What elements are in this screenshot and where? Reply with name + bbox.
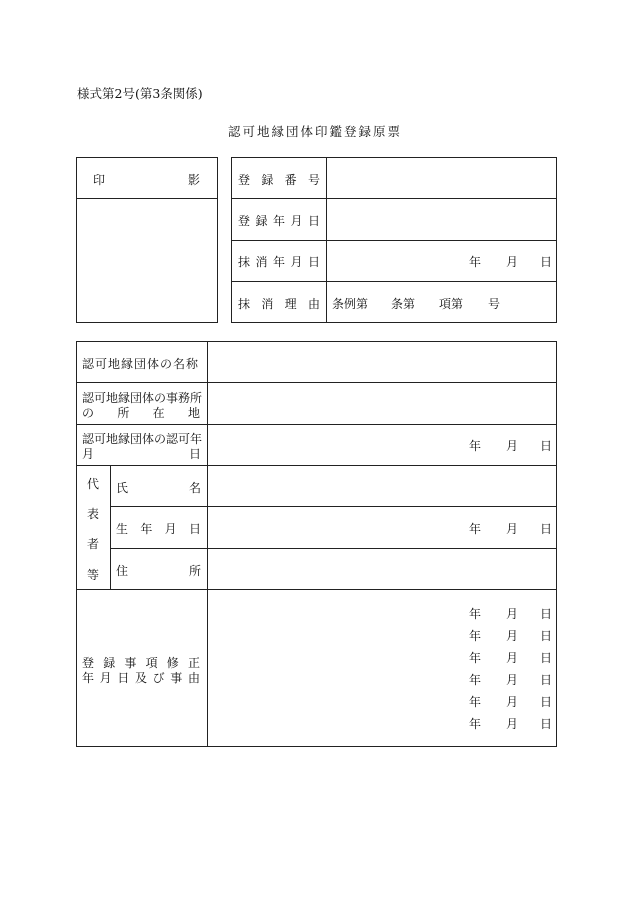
amend-month-unit: 月 bbox=[506, 695, 519, 709]
reason-paragraph: 項第 bbox=[439, 297, 464, 311]
registration-date-field[interactable] bbox=[327, 199, 556, 239]
rep-address-label: 住 所 bbox=[116, 564, 201, 578]
amend-month-unit: 月 bbox=[506, 651, 519, 665]
approval-date-field[interactable] bbox=[208, 425, 556, 465]
amend-label-line1: 登 録 事 項 修 正 bbox=[82, 656, 200, 670]
approval-month-unit: 月 bbox=[506, 439, 519, 453]
amend-day-unit: 日 bbox=[540, 629, 553, 643]
amend-dates-area[interactable] bbox=[208, 590, 556, 746]
cancel-day-unit: 日 bbox=[540, 255, 553, 269]
registration-date-label: 登 録 年 月 日 bbox=[238, 214, 320, 228]
rep-name-label: 氏 名 bbox=[116, 481, 201, 495]
amend-year-unit: 年 bbox=[469, 607, 482, 621]
cancellation-reason-label: 抹 消 理 由 bbox=[238, 297, 320, 311]
amend-month-unit: 月 bbox=[506, 673, 519, 687]
rep-address-field[interactable] bbox=[208, 549, 556, 588]
amend-year-unit: 年 bbox=[469, 673, 482, 687]
seal-label-right: 影 bbox=[188, 173, 201, 187]
rep-birth-field[interactable] bbox=[208, 507, 556, 547]
approval-label-line2-month: 月 bbox=[82, 447, 95, 461]
amend-day-unit: 日 bbox=[540, 651, 553, 665]
rep-vertical-1: 代 bbox=[87, 477, 100, 491]
cancel-month-unit: 月 bbox=[506, 255, 519, 269]
rep-vertical-2: 表 bbox=[87, 507, 100, 521]
birth-month-unit: 月 bbox=[506, 522, 519, 536]
registration-number-field[interactable] bbox=[327, 158, 556, 198]
approval-year-unit: 年 bbox=[469, 439, 482, 453]
amend-year-unit: 年 bbox=[469, 651, 482, 665]
amend-year-unit: 年 bbox=[469, 695, 482, 709]
office-label-line2: の 所 在 地 bbox=[82, 406, 200, 420]
form-number: 様式第2号(第3条関係) bbox=[77, 86, 203, 101]
approval-day-unit: 日 bbox=[540, 439, 553, 453]
group-name-field[interactable] bbox=[208, 342, 556, 382]
amend-label-line2: 年 月 日 及 び 事 由 bbox=[82, 671, 200, 685]
seal-label-left: 印 bbox=[93, 173, 106, 187]
group-name-label: 認可地縁団体の名称 bbox=[82, 357, 200, 371]
amend-day-unit: 日 bbox=[540, 673, 553, 687]
reason-item: 号 bbox=[488, 297, 501, 311]
amend-year-unit: 年 bbox=[469, 717, 482, 731]
reason-ordinance-article: 条例第 bbox=[332, 297, 369, 311]
cancellation-date-field[interactable] bbox=[327, 241, 556, 280]
rep-vertical-3: 者 bbox=[87, 537, 100, 551]
approval-label-line2-day: 日 bbox=[189, 447, 202, 461]
rep-name-field[interactable] bbox=[208, 466, 556, 506]
approval-label-line1: 認可地縁団体の認可年 bbox=[82, 432, 203, 446]
rep-vertical-4: 等 bbox=[87, 568, 100, 582]
amend-day-unit: 日 bbox=[540, 607, 553, 621]
birth-year-unit: 年 bbox=[469, 522, 482, 536]
reason-article: 条第 bbox=[391, 297, 416, 311]
amend-day-unit: 日 bbox=[540, 695, 553, 709]
amend-day-unit: 日 bbox=[540, 717, 553, 731]
cancel-year-unit: 年 bbox=[469, 255, 482, 269]
cancellation-date-label: 抹 消 年 月 日 bbox=[238, 255, 320, 269]
office-label-line1: 認可地縁団体の事務所 bbox=[82, 391, 203, 405]
amend-month-unit: 月 bbox=[506, 717, 519, 731]
seal-impression-area[interactable] bbox=[77, 199, 217, 322]
office-address-field[interactable] bbox=[208, 383, 556, 423]
registration-number-label: 登 録 番 号 bbox=[238, 173, 320, 187]
amend-month-unit: 月 bbox=[506, 607, 519, 621]
rep-birth-label: 生 年 月 日 bbox=[116, 522, 201, 536]
birth-day-unit: 日 bbox=[540, 522, 553, 536]
document-title: 認可地縁団体印鑑登録原票 bbox=[227, 124, 402, 139]
amend-year-unit: 年 bbox=[469, 629, 482, 643]
amend-month-unit: 月 bbox=[506, 629, 519, 643]
